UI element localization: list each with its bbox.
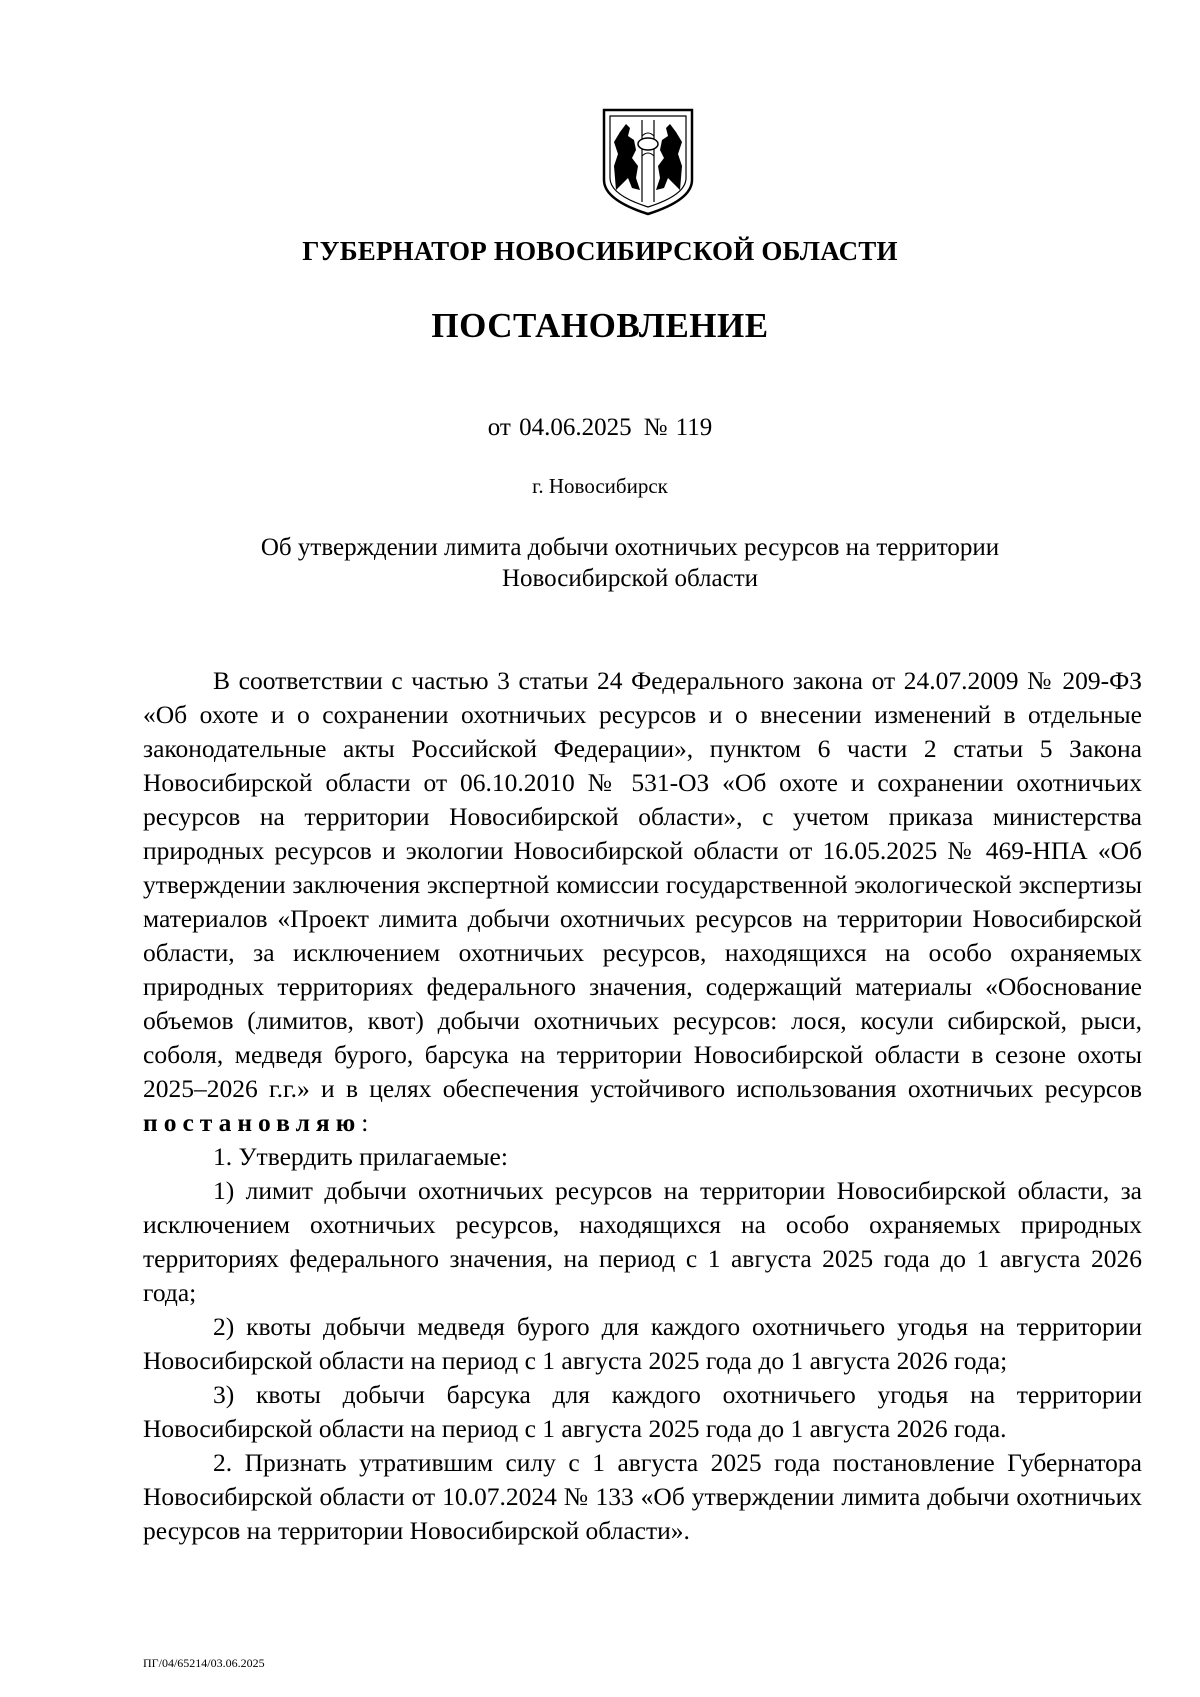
preamble-paragraph [143, 664, 1142, 1140]
coat-of-arms-icon [600, 106, 696, 218]
subject-line-2: Новосибирской области [501, 565, 759, 592]
subject-line-1: Об утверждении лимита добычи охотничьих ресурсов на территории [260, 534, 1000, 561]
document-date: от 04.06.2025 [487, 414, 632, 441]
clause-1: 1. Утвердить прилагаемые: [213, 1142, 508, 1171]
preamble-text: В соответствии с частью 3 статьи 24 Федерального закона от 24.07.2009 № 209-ФЗ «Об охоте и о сохранении охотничьих ресурсов и о внесении изменений в отдельные законодательные акты Российской Федерации», пунктом 6 части 2 статьи 5 Закона Новосибирской области от 06.10.2010 № 531-ОЗ «Об охоте и сохранении охотничьих ресурсов на территории Новосибирской области», с учетом приказа министерства природных ресурсов и экологии Новосибирской области от 16.05.2025 № 469-НПА «Об утверждении заключения экспертной комиссии государственной экологической экспертизы материалов «Проект лимита добычи охотничьих ресурсов на территории Новосибирской области, за исключением охотничьих ресурсов, находящихся на особо охраняемых природных территориях федерального значения, содержащий материалы «Обоснование объемов (лимитов, квот) добычи охотничьих ресурсов: лося, косули сибирской, рыси, соболя, медведя бурого, барсука на территории Новосибирской области в сезоне охоты 2025–2026 г.г.» и в целях обеспечения устойчивого использования охотничьих ресурсов [143, 666, 1142, 1103]
clause-2: 2. Признать утратившим силу с 1 августа 2025 года постановление Губернатора Новосибирской области от 10.07.2024 № 133 «Об утверждении лимита добычи охотничьих ресурсов на территории Новосибирской области». [143, 1448, 1142, 1545]
preamble-end: : [361, 1108, 369, 1137]
clause-1-item-2: 2) квоты добычи медведя бурого для каждого охотничьего угодья на территории Новосибирской области на период с 1 августа 2025 года до 1 августа 2026 года; [143, 1312, 1142, 1375]
document-body [143, 664, 1142, 1548]
clause-1-item-1: 1) лимит добычи охотничьих ресурсов на территории Новосибирской области, за исключением охотничьих ресурсов, находящихся на особо охраняемых природных территориях федерального значения, на период с 1 августа 2025 года до 1 августа 2026 года; [143, 1176, 1142, 1307]
footer-code: ПГ/04/65214/03.06.2025 [143, 1656, 265, 1670]
date-number-line [0, 414, 1200, 442]
document-type: ПОСТАНОВЛЕНИЕ [431, 306, 769, 345]
clause-1-item-3: 3) квоты добычи барсука для каждого охотничьего угодья на территории Новосибирской области на период с 1 августа 2025 года до 1 августа 2026 года. [143, 1380, 1142, 1443]
city: г. Новосибирск [532, 474, 668, 498]
document-number: № 119 [643, 414, 713, 441]
document-subject [200, 532, 1060, 594]
issuing-authority: ГУБЕРНАТОР НОВОСИБИРСКОЙ ОБЛАСТИ [302, 236, 898, 266]
decree-keyword: постановляю [143, 1108, 362, 1137]
